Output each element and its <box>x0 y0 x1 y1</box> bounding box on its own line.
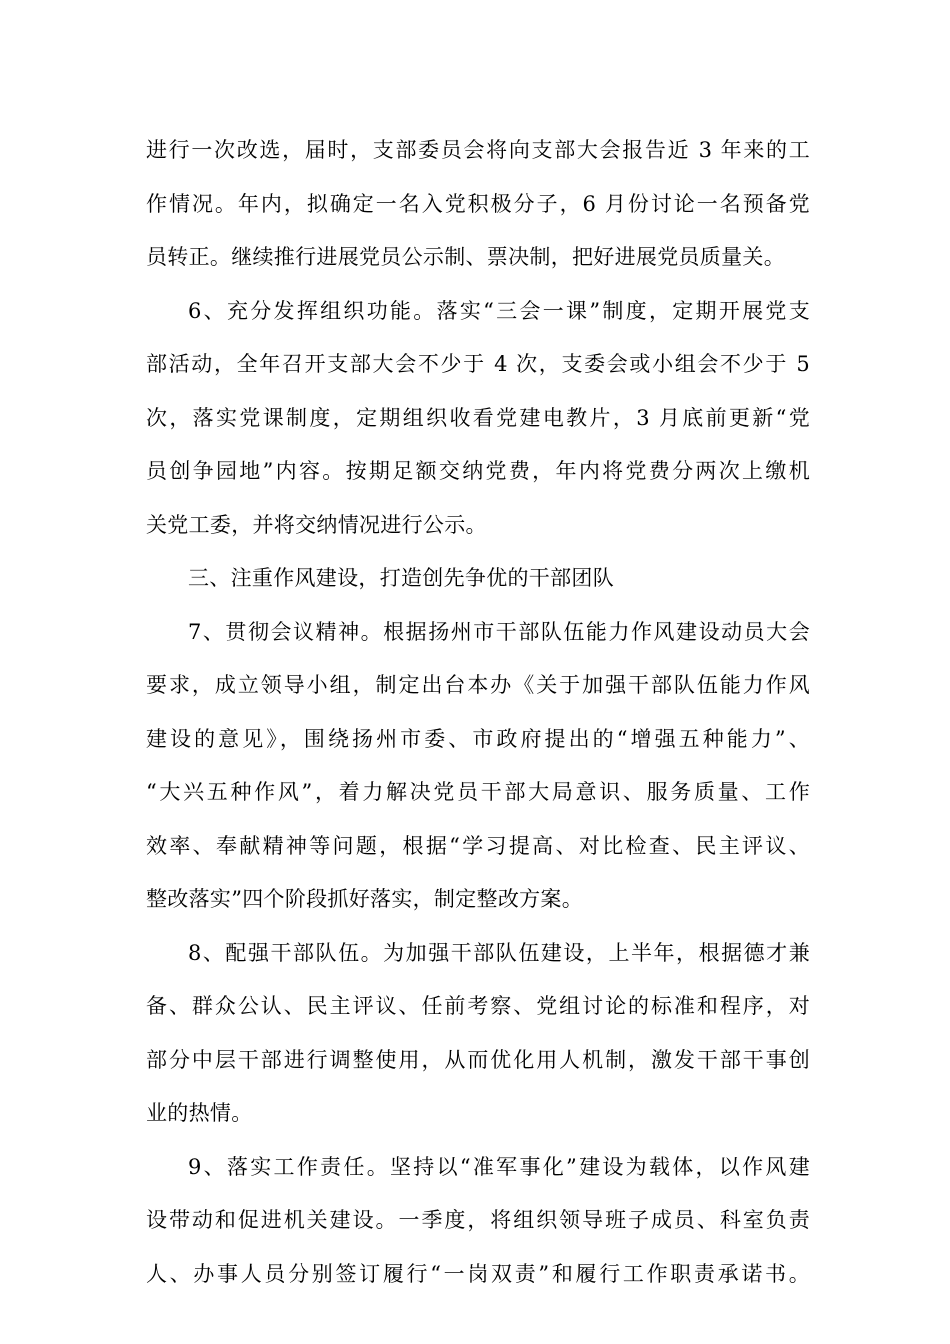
text-line: 8、配强干部队伍。为加强干部队伍建设，上半年，根据德才兼 <box>188 940 810 965</box>
text-line: 人、办事人员分别签订履行“一岗双责”和履行工作职责承诺书。 <box>146 1261 810 1286</box>
text-line: 进行一次改选，届时，支部委员会将向支部大会报告近 3 年来的工 <box>146 138 810 162</box>
text-line: 部活动，全年召开支部大会不少于 4 次，支委会或小组会不少于 5 <box>146 352 810 376</box>
text-line: 员创争园地”内容。按期足额交纳党费，年内将党费分两次上缴机 <box>146 459 810 483</box>
document-body <box>146 128 810 1305</box>
text-line: 部分中层干部进行调整使用，从而优化用人机制，激发干部干事创 <box>146 1047 810 1072</box>
text-line: 次，落实党课制度，定期组织收看党建电教片，3 月底前更新“党 <box>146 405 810 430</box>
text-line: 员转正。继续推行进展党员公示制、票决制，把好进展党员质量关。 <box>146 245 785 269</box>
text-line: 备、群众公认、民主评议、任前考察、党组讨论的标准和程序，对 <box>146 994 810 1018</box>
text-line: 效率、奉献精神等问题，根据“学习提高、对比检查、民主评议、 <box>146 833 810 858</box>
text-line: 6、充分发挥组织功能。落实“三会一课”制度，定期开展党支 <box>188 298 810 323</box>
text-line: 9、落实工作责任。坚持以“准军事化”建设为载体，以作风建 <box>188 1154 810 1179</box>
text-line: 关党工委，并将交纳情况进行公示。 <box>146 512 487 537</box>
text-line: 业的热情。 <box>146 1101 253 1125</box>
text-line: 要求，成立领导小组，制定出台本办《关于加强干部队伍能力作风 <box>146 673 810 697</box>
text-line: “大兴五种作风”，着力解决党员干部大局意识、服务质量、工作 <box>146 780 810 804</box>
text-line: 三、注重作风建设，打造创先争优的干部团队 <box>188 566 614 590</box>
text-line: 7、贯彻会议精神。根据扬州市干部队伍能力作风建设动员大会 <box>188 619 810 644</box>
text-line: 建设的意见》，围绕扬州市委、市政府提出的“增强五种能力”、 <box>146 726 810 751</box>
text-line: 作情况。年内，拟确定一名入党积极分子，6 月份讨论一名预备党 <box>146 191 810 216</box>
text-line: 设带动和促进机关建设。一季度，将组织领导班子成员、科室负责 <box>146 1208 810 1232</box>
text-line: 整改落实”四个阶段抓好落实，制定整改方案。 <box>146 887 584 911</box>
